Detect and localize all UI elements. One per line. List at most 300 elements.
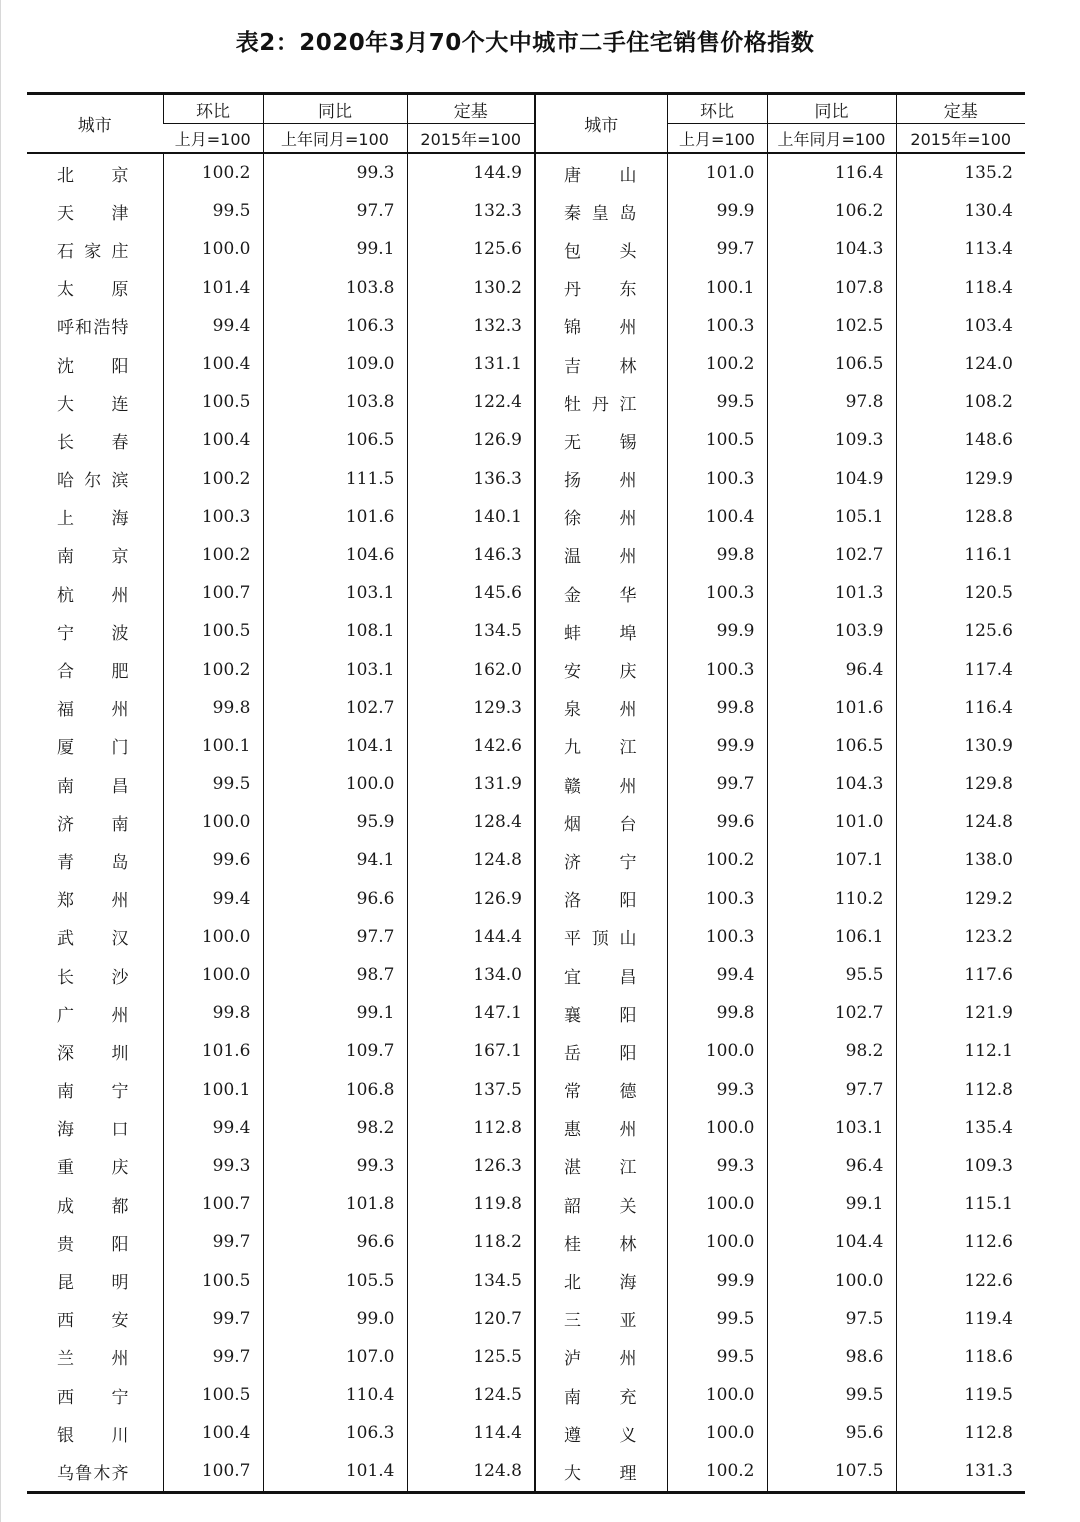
base-cell-right: 112.1 — [896, 1032, 1025, 1070]
yoy-cell-right: 106.5 — [767, 345, 896, 383]
page-left-edge — [0, 0, 1, 1522]
mom-cell-left: 100.1 — [163, 1071, 263, 1109]
mom-cell-right: 100.0 — [667, 1414, 767, 1452]
yoy-cell-right: 100.0 — [767, 1261, 896, 1299]
table-row — [27, 994, 1025, 1032]
yoy-cell-right: 97.5 — [767, 1300, 896, 1338]
yoy-cell-left: 104.6 — [263, 536, 407, 574]
base-cell-right: 118.4 — [896, 269, 1025, 307]
base-cell-right: 148.6 — [896, 421, 1025, 459]
base-cell-right: 129.9 — [896, 460, 1025, 498]
base-cell-right: 103.4 — [896, 307, 1025, 345]
yoy-cell-right: 104.9 — [767, 460, 896, 498]
header-yoy-right: 同比 — [767, 94, 896, 124]
city-cell-left: 济南 — [57, 814, 129, 835]
base-cell-right: 113.4 — [896, 230, 1025, 268]
city-cell-right: 泉州 — [535, 689, 667, 727]
city-cell-right: 宜昌 — [535, 956, 667, 994]
city-cell-left: 南昌 — [57, 776, 129, 797]
city-cell-right: 无锡 — [535, 421, 667, 459]
yoy-cell-left: 103.8 — [263, 383, 407, 421]
mom-cell-right: 99.8 — [667, 536, 767, 574]
mom-cell-left: 99.5 — [163, 192, 263, 230]
base-cell-left: 134.5 — [407, 612, 535, 650]
mom-cell-right: 100.3 — [667, 650, 767, 688]
table-row — [27, 803, 1025, 841]
city-cell-left: 大连 — [57, 394, 129, 415]
mom-cell-left: 101.4 — [163, 269, 263, 307]
base-cell-left: 145.6 — [407, 574, 535, 612]
city-cell-left: 长沙 — [57, 967, 129, 988]
city-cell-right: 徐州 — [535, 498, 667, 536]
city-cell-right: 烟台 — [535, 803, 667, 841]
base-cell-left: 147.1 — [407, 994, 535, 1032]
base-cell-right: 121.9 — [896, 994, 1025, 1032]
mom-cell-left: 100.4 — [163, 345, 263, 383]
base-cell-right: 109.3 — [896, 1147, 1025, 1185]
mom-cell-right: 99.4 — [667, 956, 767, 994]
city-cell-left: 宁波 — [57, 623, 129, 644]
table-row — [27, 536, 1025, 574]
city-cell-left: 北京 — [57, 165, 129, 186]
header-city-left: 城市 — [27, 94, 163, 154]
yoy-cell-right: 109.3 — [767, 421, 896, 459]
yoy-cell-right: 102.5 — [767, 307, 896, 345]
city-cell-right: 遵义 — [535, 1414, 667, 1452]
yoy-cell-right: 105.1 — [767, 498, 896, 536]
header-yoy-sub-right: 上年同月=100 — [767, 124, 896, 154]
base-cell-left: 126.9 — [407, 421, 535, 459]
base-cell-left: 125.6 — [407, 230, 535, 268]
mom-cell-left: 99.5 — [163, 765, 263, 803]
base-cell-right: 112.6 — [896, 1223, 1025, 1261]
base-cell-right: 124.0 — [896, 345, 1025, 383]
yoy-cell-left: 106.3 — [263, 1414, 407, 1452]
mom-cell-left: 100.0 — [163, 230, 263, 268]
base-cell-right: 116.4 — [896, 689, 1025, 727]
mom-cell-left: 99.7 — [163, 1338, 263, 1376]
city-cell-left: 深圳 — [57, 1043, 129, 1064]
mom-cell-right: 100.0 — [667, 1223, 767, 1261]
city-cell-right: 牡丹江 — [535, 383, 667, 421]
yoy-cell-left: 96.6 — [263, 880, 407, 918]
yoy-cell-left: 101.6 — [263, 498, 407, 536]
base-cell-left: 125.5 — [407, 1338, 535, 1376]
mom-cell-right: 99.6 — [667, 803, 767, 841]
base-cell-right: 129.8 — [896, 765, 1025, 803]
city-cell-left: 乌鲁木齐 — [27, 1452, 163, 1492]
yoy-cell-left: 99.0 — [263, 1300, 407, 1338]
table-row — [27, 383, 1025, 421]
base-cell-left: 124.5 — [407, 1376, 535, 1414]
mom-cell-left: 100.3 — [163, 498, 263, 536]
yoy-cell-right: 97.8 — [767, 383, 896, 421]
base-cell-right: 120.5 — [896, 574, 1025, 612]
mom-cell-right: 100.3 — [667, 918, 767, 956]
mom-cell-right: 99.5 — [667, 1338, 767, 1376]
table-row — [27, 612, 1025, 650]
base-cell-left: 144.9 — [407, 153, 535, 192]
yoy-cell-left: 99.1 — [263, 994, 407, 1032]
yoy-cell-left: 107.0 — [263, 1338, 407, 1376]
base-cell-left: 144.4 — [407, 918, 535, 956]
yoy-cell-right: 103.1 — [767, 1109, 896, 1147]
yoy-cell-left: 99.3 — [263, 1147, 407, 1185]
base-cell-left: 134.0 — [407, 956, 535, 994]
base-cell-right: 128.8 — [896, 498, 1025, 536]
mom-cell-left: 99.4 — [163, 307, 263, 345]
yoy-cell-left: 109.0 — [263, 345, 407, 383]
city-cell-left: 天津 — [57, 203, 129, 224]
base-cell-right: 119.5 — [896, 1376, 1025, 1414]
yoy-cell-left: 104.1 — [263, 727, 407, 765]
yoy-cell-left: 96.6 — [263, 1223, 407, 1261]
city-cell-left: 呼和浩特 — [57, 318, 129, 339]
mom-cell-left: 100.7 — [163, 574, 263, 612]
yoy-cell-left: 94.1 — [263, 841, 407, 879]
city-cell-right: 惠州 — [535, 1109, 667, 1147]
base-cell-left: 131.9 — [407, 765, 535, 803]
base-cell-left: 126.9 — [407, 880, 535, 918]
yoy-cell-right: 116.4 — [767, 153, 896, 192]
city-cell-right: 三亚 — [535, 1300, 667, 1338]
base-cell-right: 123.2 — [896, 918, 1025, 956]
base-cell-left: 132.3 — [407, 192, 535, 230]
base-cell-left: 134.5 — [407, 1261, 535, 1299]
base-cell-right: 116.1 — [896, 536, 1025, 574]
base-cell-left: 130.2 — [407, 269, 535, 307]
yoy-cell-right: 104.3 — [767, 230, 896, 268]
yoy-cell-right: 98.2 — [767, 1032, 896, 1070]
yoy-cell-right: 102.7 — [767, 994, 896, 1032]
table-row — [27, 880, 1025, 918]
header-mom-sub-left: 上月=100 — [163, 124, 263, 154]
yoy-cell-left: 105.5 — [263, 1261, 407, 1299]
table-row — [27, 956, 1025, 994]
price-index-table — [27, 92, 1025, 1494]
mom-cell-left: 100.7 — [163, 1185, 263, 1223]
city-cell-left: 西安 — [57, 1311, 129, 1332]
mom-cell-left: 99.7 — [163, 1300, 263, 1338]
mom-cell-left: 99.6 — [163, 841, 263, 879]
base-cell-right: 129.2 — [896, 880, 1025, 918]
base-cell-left: 128.4 — [407, 803, 535, 841]
city-cell-left: 南京 — [57, 547, 129, 568]
city-cell-left: 兰州 — [57, 1349, 129, 1370]
yoy-cell-right: 106.2 — [767, 192, 896, 230]
header-city-right: 城市 — [535, 94, 667, 154]
table-row — [27, 230, 1025, 268]
yoy-cell-right: 96.4 — [767, 1147, 896, 1185]
mom-cell-left: 99.4 — [163, 1109, 263, 1147]
mom-cell-right: 99.5 — [667, 1300, 767, 1338]
base-cell-right: 112.8 — [896, 1071, 1025, 1109]
yoy-cell-left: 111.5 — [263, 460, 407, 498]
yoy-cell-left: 97.7 — [263, 192, 407, 230]
table-row — [27, 307, 1025, 345]
mom-cell-right: 99.7 — [667, 230, 767, 268]
base-cell-left: 119.8 — [407, 1185, 535, 1223]
table-row — [27, 1223, 1025, 1261]
base-cell-left: 120.7 — [407, 1300, 535, 1338]
base-cell-right: 138.0 — [896, 841, 1025, 879]
yoy-cell-left: 99.3 — [263, 153, 407, 192]
city-cell-right: 济宁 — [535, 841, 667, 879]
base-cell-right: 131.3 — [896, 1452, 1025, 1492]
base-cell-right: 115.1 — [896, 1185, 1025, 1223]
yoy-cell-right: 95.6 — [767, 1414, 896, 1452]
mom-cell-left: 99.7 — [163, 1223, 263, 1261]
table-row — [27, 574, 1025, 612]
base-cell-left: 162.0 — [407, 650, 535, 688]
base-cell-right: 112.8 — [896, 1414, 1025, 1452]
city-cell-left: 沈阳 — [57, 356, 129, 377]
mom-cell-right: 100.2 — [667, 1452, 767, 1492]
city-cell-left: 长春 — [57, 432, 129, 453]
mom-cell-right: 100.3 — [667, 460, 767, 498]
table-row — [27, 269, 1025, 307]
header-base-sub-left: 2015年=100 — [407, 124, 535, 154]
mom-cell-left: 100.5 — [163, 383, 263, 421]
mom-cell-left: 101.6 — [163, 1032, 263, 1070]
table-title: 表2：2020年3月70个大中城市二手住宅销售价格指数 — [235, 30, 815, 56]
mom-cell-right: 99.8 — [667, 994, 767, 1032]
city-cell-right: 北海 — [535, 1261, 667, 1299]
city-cell-right: 大理 — [535, 1452, 667, 1492]
mom-cell-left: 100.5 — [163, 1376, 263, 1414]
city-cell-right: 襄阳 — [535, 994, 667, 1032]
table-row — [27, 841, 1025, 879]
base-cell-left: 137.5 — [407, 1071, 535, 1109]
mom-cell-right: 99.3 — [667, 1147, 767, 1185]
mom-cell-right: 100.3 — [667, 307, 767, 345]
base-cell-left: 124.8 — [407, 841, 535, 879]
table-row — [27, 1032, 1025, 1070]
base-cell-left: 118.2 — [407, 1223, 535, 1261]
yoy-cell-left: 99.1 — [263, 230, 407, 268]
table-row — [27, 153, 1025, 192]
base-cell-left: 131.1 — [407, 345, 535, 383]
yoy-cell-right: 107.8 — [767, 269, 896, 307]
yoy-cell-left: 101.4 — [263, 1452, 407, 1492]
mom-cell-left: 100.4 — [163, 421, 263, 459]
mom-cell-right: 100.0 — [667, 1185, 767, 1223]
table-row — [27, 1338, 1025, 1376]
city-cell-left: 广州 — [57, 1005, 129, 1026]
city-cell-left: 银川 — [57, 1425, 129, 1446]
city-cell-right: 锦州 — [535, 307, 667, 345]
base-cell-right: 124.8 — [896, 803, 1025, 841]
table-row — [27, 1376, 1025, 1414]
mom-cell-left: 100.4 — [163, 1414, 263, 1452]
city-cell-left: 重庆 — [57, 1158, 129, 1179]
header-yoy-left: 同比 — [263, 94, 407, 124]
base-cell-right: 135.4 — [896, 1109, 1025, 1147]
yoy-cell-left: 109.7 — [263, 1032, 407, 1070]
table-row — [27, 689, 1025, 727]
city-cell-right: 赣州 — [535, 765, 667, 803]
mom-cell-right: 100.0 — [667, 1376, 767, 1414]
city-cell-left: 郑州 — [57, 891, 129, 912]
mom-cell-right: 100.0 — [667, 1032, 767, 1070]
mom-cell-right: 99.9 — [667, 612, 767, 650]
table-row — [27, 918, 1025, 956]
table-row — [27, 727, 1025, 765]
base-cell-left: 167.1 — [407, 1032, 535, 1070]
header-row-primary — [27, 94, 1025, 124]
city-cell-left: 贵阳 — [57, 1234, 129, 1255]
base-cell-left: 122.4 — [407, 383, 535, 421]
city-cell-left: 成都 — [57, 1196, 129, 1217]
city-cell-right: 蚌埠 — [535, 612, 667, 650]
yoy-cell-left: 98.2 — [263, 1109, 407, 1147]
city-cell-left: 西宁 — [57, 1387, 129, 1408]
city-cell-left: 太原 — [57, 280, 129, 301]
yoy-cell-left: 106.5 — [263, 421, 407, 459]
base-cell-right: 125.6 — [896, 612, 1025, 650]
mom-cell-right: 99.9 — [667, 192, 767, 230]
city-cell-left: 哈尔滨 — [57, 471, 129, 492]
mom-cell-left: 100.5 — [163, 1261, 263, 1299]
base-cell-left: 136.3 — [407, 460, 535, 498]
base-cell-left: 126.3 — [407, 1147, 535, 1185]
table-row — [27, 650, 1025, 688]
mom-cell-left: 100.5 — [163, 612, 263, 650]
mom-cell-left: 100.0 — [163, 956, 263, 994]
city-cell-right: 温州 — [535, 536, 667, 574]
city-cell-left: 上海 — [57, 509, 129, 530]
yoy-cell-left: 110.4 — [263, 1376, 407, 1414]
table-row — [27, 498, 1025, 536]
mom-cell-left: 99.4 — [163, 880, 263, 918]
base-cell-right: 117.6 — [896, 956, 1025, 994]
yoy-cell-left: 97.7 — [263, 918, 407, 956]
city-cell-right: 唐山 — [535, 153, 667, 192]
mom-cell-left: 100.0 — [163, 918, 263, 956]
mom-cell-right: 101.0 — [667, 153, 767, 192]
city-cell-right: 桂林 — [535, 1223, 667, 1261]
base-cell-left: 129.3 — [407, 689, 535, 727]
yoy-cell-right: 101.3 — [767, 574, 896, 612]
mom-cell-right: 100.0 — [667, 1109, 767, 1147]
table-row — [27, 1261, 1025, 1299]
table-row — [27, 1414, 1025, 1452]
yoy-cell-right: 97.7 — [767, 1071, 896, 1109]
city-cell-right: 泸州 — [535, 1338, 667, 1376]
yoy-cell-right: 101.6 — [767, 689, 896, 727]
mom-cell-right: 100.4 — [667, 498, 767, 536]
mom-cell-left: 100.2 — [163, 536, 263, 574]
yoy-cell-right: 98.6 — [767, 1338, 896, 1376]
mom-cell-left: 99.8 — [163, 689, 263, 727]
mom-cell-right: 99.7 — [667, 765, 767, 803]
header-row-secondary — [27, 124, 1025, 154]
mom-cell-left: 100.1 — [163, 727, 263, 765]
yoy-cell-left: 106.3 — [263, 307, 407, 345]
yoy-cell-right: 101.0 — [767, 803, 896, 841]
city-cell-right: 岳阳 — [535, 1032, 667, 1070]
mom-cell-left: 100.7 — [163, 1452, 263, 1492]
yoy-cell-left: 103.1 — [263, 650, 407, 688]
yoy-cell-right: 102.7 — [767, 536, 896, 574]
mom-cell-right: 99.5 — [667, 383, 767, 421]
city-cell-right: 湛江 — [535, 1147, 667, 1185]
yoy-cell-right: 104.3 — [767, 765, 896, 803]
base-cell-right: 117.4 — [896, 650, 1025, 688]
table-row — [27, 1071, 1025, 1109]
city-cell-right: 包头 — [535, 230, 667, 268]
city-cell-left: 南宁 — [57, 1082, 129, 1103]
yoy-cell-right: 99.5 — [767, 1376, 896, 1414]
yoy-cell-left: 103.1 — [263, 574, 407, 612]
base-cell-left: 146.3 — [407, 536, 535, 574]
table-row — [27, 1185, 1025, 1223]
city-cell-right: 扬州 — [535, 460, 667, 498]
city-cell-left: 厦门 — [57, 738, 129, 759]
mom-cell-right: 100.3 — [667, 574, 767, 612]
header-yoy-sub-left: 上年同月=100 — [263, 124, 407, 154]
base-cell-right: 122.6 — [896, 1261, 1025, 1299]
yoy-cell-right: 95.5 — [767, 956, 896, 994]
city-cell-right: 洛阳 — [535, 880, 667, 918]
mom-cell-right: 99.8 — [667, 689, 767, 727]
city-cell-right: 丹东 — [535, 269, 667, 307]
city-cell-right: 常德 — [535, 1071, 667, 1109]
yoy-cell-right: 110.2 — [767, 880, 896, 918]
mom-cell-right: 100.5 — [667, 421, 767, 459]
mom-cell-right: 99.9 — [667, 1261, 767, 1299]
mom-cell-right: 100.2 — [667, 345, 767, 383]
yoy-cell-left: 106.8 — [263, 1071, 407, 1109]
yoy-cell-left: 100.0 — [263, 765, 407, 803]
city-cell-right: 金华 — [535, 574, 667, 612]
city-cell-right: 秦皇岛 — [535, 192, 667, 230]
mom-cell-left: 100.2 — [163, 460, 263, 498]
base-cell-right: 118.6 — [896, 1338, 1025, 1376]
city-cell-right: 南充 — [535, 1376, 667, 1414]
yoy-cell-right: 107.5 — [767, 1452, 896, 1492]
base-cell-left: 142.6 — [407, 727, 535, 765]
city-cell-right: 安庆 — [535, 650, 667, 688]
yoy-cell-left: 98.7 — [263, 956, 407, 994]
table-row — [27, 765, 1025, 803]
header-base-left: 定基 — [407, 94, 535, 124]
base-cell-right: 130.9 — [896, 727, 1025, 765]
mom-cell-left: 99.8 — [163, 994, 263, 1032]
yoy-cell-right: 107.1 — [767, 841, 896, 879]
yoy-cell-right: 106.1 — [767, 918, 896, 956]
city-cell-left: 石家庄 — [57, 241, 129, 262]
city-cell-left: 海口 — [57, 1120, 129, 1141]
mom-cell-right: 100.1 — [667, 269, 767, 307]
yoy-cell-left: 101.8 — [263, 1185, 407, 1223]
header-base-right: 定基 — [896, 94, 1025, 124]
mom-cell-left: 99.3 — [163, 1147, 263, 1185]
yoy-cell-right: 104.4 — [767, 1223, 896, 1261]
base-cell-left: 132.3 — [407, 307, 535, 345]
base-cell-right: 108.2 — [896, 383, 1025, 421]
table-row — [27, 1147, 1025, 1185]
city-cell-left: 合肥 — [57, 662, 129, 683]
base-cell-left: 140.1 — [407, 498, 535, 536]
yoy-cell-left: 102.7 — [263, 689, 407, 727]
city-cell-right: 平顶山 — [535, 918, 667, 956]
yoy-cell-right: 106.5 — [767, 727, 896, 765]
base-cell-left: 112.8 — [407, 1109, 535, 1147]
city-cell-left: 青岛 — [57, 852, 129, 873]
base-cell-left: 114.4 — [407, 1414, 535, 1452]
table-row — [27, 1109, 1025, 1147]
